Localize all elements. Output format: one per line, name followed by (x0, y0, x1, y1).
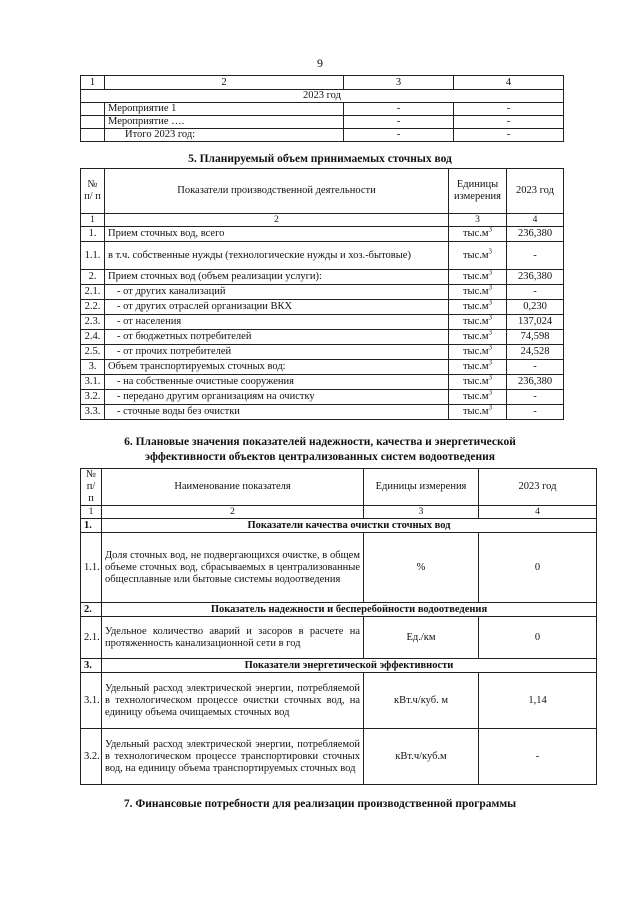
unit-sup: 3 (488, 226, 493, 234)
unit-sup: 3 (488, 344, 493, 352)
table-row (81, 103, 564, 116)
unit-sup: 3 (488, 329, 493, 337)
group-num: 1. (81, 519, 102, 533)
indicator-unit: кВт.ч/куб. м (364, 673, 479, 729)
unit-base: тыс.м (462, 376, 489, 387)
header-name: Наименование показателя (102, 469, 364, 506)
cell-value: - (344, 129, 454, 142)
unit-base: тыс.м (462, 316, 489, 327)
unit-cell (449, 300, 507, 315)
section-5-title: 5. Планируемый объем принимаемых сточных вод (188, 153, 452, 165)
col-number: 3 (449, 214, 507, 227)
col-number: 2 (105, 214, 449, 227)
indicator-name: в т.ч. собственные нужды (технологические нужды и хоз.-бытовые) (105, 242, 449, 270)
row-num: 3.1. (81, 673, 102, 729)
value-cell: - (507, 360, 564, 375)
indicator-name: Прием сточных вод (объем реализации услуги): (105, 270, 449, 285)
col-number: 1 (81, 506, 102, 519)
col-number: 3 (344, 76, 454, 90)
value-cell: 24,528 (507, 345, 564, 360)
indicator-unit: % (364, 533, 479, 603)
group-num: 2. (81, 603, 102, 617)
unit-cell (449, 242, 507, 270)
group-row (81, 519, 597, 533)
measure-name: Мероприятие …. (105, 116, 344, 129)
value-cell: 74,598 (507, 330, 564, 345)
table-row (81, 242, 564, 270)
col-number: 3 (364, 506, 479, 519)
group-row (81, 659, 597, 673)
cell-value: - (344, 116, 454, 129)
unit-base: тыс.м (462, 286, 489, 297)
indicator-value: - (479, 729, 597, 785)
indicator-name: - от прочих потребителей (105, 345, 449, 360)
measure-name: Мероприятие 1 (105, 103, 344, 116)
unit-sup: 3 (488, 284, 493, 292)
table-header-row (81, 169, 564, 214)
indicator-name: - от населения (105, 315, 449, 330)
indicator-name: - от бюджетных потребителей (105, 330, 449, 345)
unit-sup: 3 (488, 247, 493, 255)
col-number: 4 (507, 214, 564, 227)
unit-base: тыс.м (462, 406, 489, 417)
unit-cell (449, 270, 507, 285)
header-indicator: Показатели производственной деятельности (105, 169, 449, 214)
col-number: 1 (81, 76, 105, 90)
unit-cell (449, 375, 507, 390)
table-row (81, 300, 564, 315)
header-year: 2023 год (479, 469, 597, 506)
header-year: 2023 год (507, 169, 564, 214)
row-num: 3.1. (81, 375, 105, 390)
row-num: 2.1. (81, 285, 105, 300)
value-cell: 0,230 (507, 300, 564, 315)
indicator-name: Удельное количество аварий и засоров в расчете на протяженность канализационной сети в год (102, 617, 364, 659)
unit-sup: 3 (488, 404, 493, 412)
unit-base: тыс.м (462, 228, 489, 239)
wastewater-volume-table (80, 168, 564, 420)
indicator-unit: Ед./км (364, 617, 479, 659)
table-row (81, 270, 564, 285)
row-num: 3.2. (81, 729, 102, 785)
group-num: 3. (81, 659, 102, 673)
year-row: 2023 год (81, 90, 564, 103)
cell-value: - (454, 129, 564, 142)
unit-sup: 3 (488, 299, 493, 307)
indicator-name: Прием сточных вод, всего (105, 227, 449, 242)
unit-base: тыс.м (462, 361, 489, 372)
row-num: 2.5. (81, 345, 105, 360)
total-label: Итого 2023 год: (105, 129, 344, 142)
group-title: Показатель надежности и бесперебойности водоотведения (102, 603, 597, 617)
indicator-name: - от других отраслей организации ВКХ (105, 300, 449, 315)
unit-base: тыс.м (462, 331, 489, 342)
section5-body (81, 227, 564, 420)
unit-cell (449, 405, 507, 420)
table-row (81, 729, 597, 785)
row-num: 3.3. (81, 405, 105, 420)
table-row (81, 315, 564, 330)
section-6-title-line1: 6. Плановые значения показателей надежности, качества и энергетической (124, 436, 516, 448)
unit-sup: 3 (488, 389, 493, 397)
row-num: 1.1. (81, 242, 105, 270)
table-row (81, 227, 564, 242)
unit-base: тыс.м (462, 249, 489, 261)
row-num: 1. (81, 227, 105, 242)
indicator-name: - на собственные очистные сооружения (105, 375, 449, 390)
group-row (81, 603, 597, 617)
header-units: Единицы измерения (449, 169, 507, 214)
table-header-row (81, 469, 597, 506)
unit-cell (449, 360, 507, 375)
row-num: 2.4. (81, 330, 105, 345)
unit-sup: 3 (488, 314, 493, 322)
table-row (81, 405, 564, 420)
table-row (81, 116, 564, 129)
value-cell: 137,024 (507, 315, 564, 330)
table-row (81, 617, 597, 659)
col-number: 4 (479, 506, 597, 519)
group-title: Показатели энергетической эффективности (102, 659, 597, 673)
value-cell: - (507, 285, 564, 300)
row-num: 2.2. (81, 300, 105, 315)
unit-sup: 3 (488, 359, 493, 367)
row-num: 3.2. (81, 390, 105, 405)
row-num: 2.1. (81, 617, 102, 659)
indicator-name: - передано другим организациям на очистку (105, 390, 449, 405)
value-cell: - (507, 390, 564, 405)
unit-base: тыс.м (462, 346, 489, 357)
table-row (81, 533, 597, 603)
unit-sup: 3 (488, 269, 493, 277)
indicator-value: 0 (479, 617, 597, 659)
indicator-value: 1,14 (479, 673, 597, 729)
page-number: 9 (317, 56, 323, 70)
cell-value: - (454, 103, 564, 116)
table-row (81, 390, 564, 405)
unit-base: тыс.м (462, 391, 489, 402)
value-cell: 236,380 (507, 227, 564, 242)
indicators-table (80, 468, 597, 785)
table-row (81, 673, 597, 729)
header-units: Единицы измерения (364, 469, 479, 506)
row-num: 2.3. (81, 315, 105, 330)
value-cell: - (507, 242, 564, 270)
indicator-name: Удельный расход электрической энергии, потребляемой в технологическом процессе транспортировки сточных вод, на единицу объема транспортируемых сточных вод (102, 729, 364, 785)
unit-cell (449, 345, 507, 360)
unit-cell (449, 285, 507, 300)
col-number: 4 (454, 76, 564, 90)
unit-base: тыс.м (462, 301, 489, 312)
col-number: 1 (81, 214, 105, 227)
unit-base: тыс.м (462, 271, 489, 282)
indicator-name: Доля сточных вод, не подвергающихся очистке, в общем объеме сточных вод, сбрасываемых в централизованные общесплавные или бытовые системы водоотведения (102, 533, 364, 603)
table-row (81, 375, 564, 390)
unit-cell (449, 227, 507, 242)
value-cell: 236,380 (507, 270, 564, 285)
value-cell: - (507, 405, 564, 420)
indicator-name: Объем транспортируемых сточных вод: (105, 360, 449, 375)
table-row (81, 345, 564, 360)
group-title: Показатели качества очистки сточных вод (102, 519, 597, 533)
table-row (81, 360, 564, 375)
cell-value: - (454, 116, 564, 129)
unit-sup: 3 (488, 374, 493, 382)
unit-cell (449, 390, 507, 405)
value-cell: 236,380 (507, 375, 564, 390)
table-row (81, 129, 564, 142)
table-header-row (81, 76, 564, 90)
col-number: 2 (102, 506, 364, 519)
header-num: № п/п (81, 469, 102, 506)
row-num: 2. (81, 270, 105, 285)
indicator-unit: кВт.ч/куб.м (364, 729, 479, 785)
measures-table (80, 75, 564, 142)
header-num: № п/ п (81, 169, 105, 214)
table-row (81, 285, 564, 300)
indicator-name: Удельный расход электрической энергии, потребляемой в технологическом процессе очистки сточных вод, на единицу объема очищаемых сточных вод (102, 673, 364, 729)
section-7-title: 7. Финансовые потребности для реализации производственной программы (123, 798, 517, 810)
table-row (81, 330, 564, 345)
section-6-title-line2: эффективности объектов централизованных систем водоотведения (145, 451, 495, 463)
indicator-name: - сточные воды без очистки (105, 405, 449, 420)
unit-cell (449, 315, 507, 330)
unit-cell (449, 330, 507, 345)
row-num: 3. (81, 360, 105, 375)
row-num: 1.1. (81, 533, 102, 603)
col-number: 2 (105, 76, 344, 90)
indicator-value: 0 (479, 533, 597, 603)
indicator-name: - от других канализаций (105, 285, 449, 300)
cell-value: - (344, 103, 454, 116)
